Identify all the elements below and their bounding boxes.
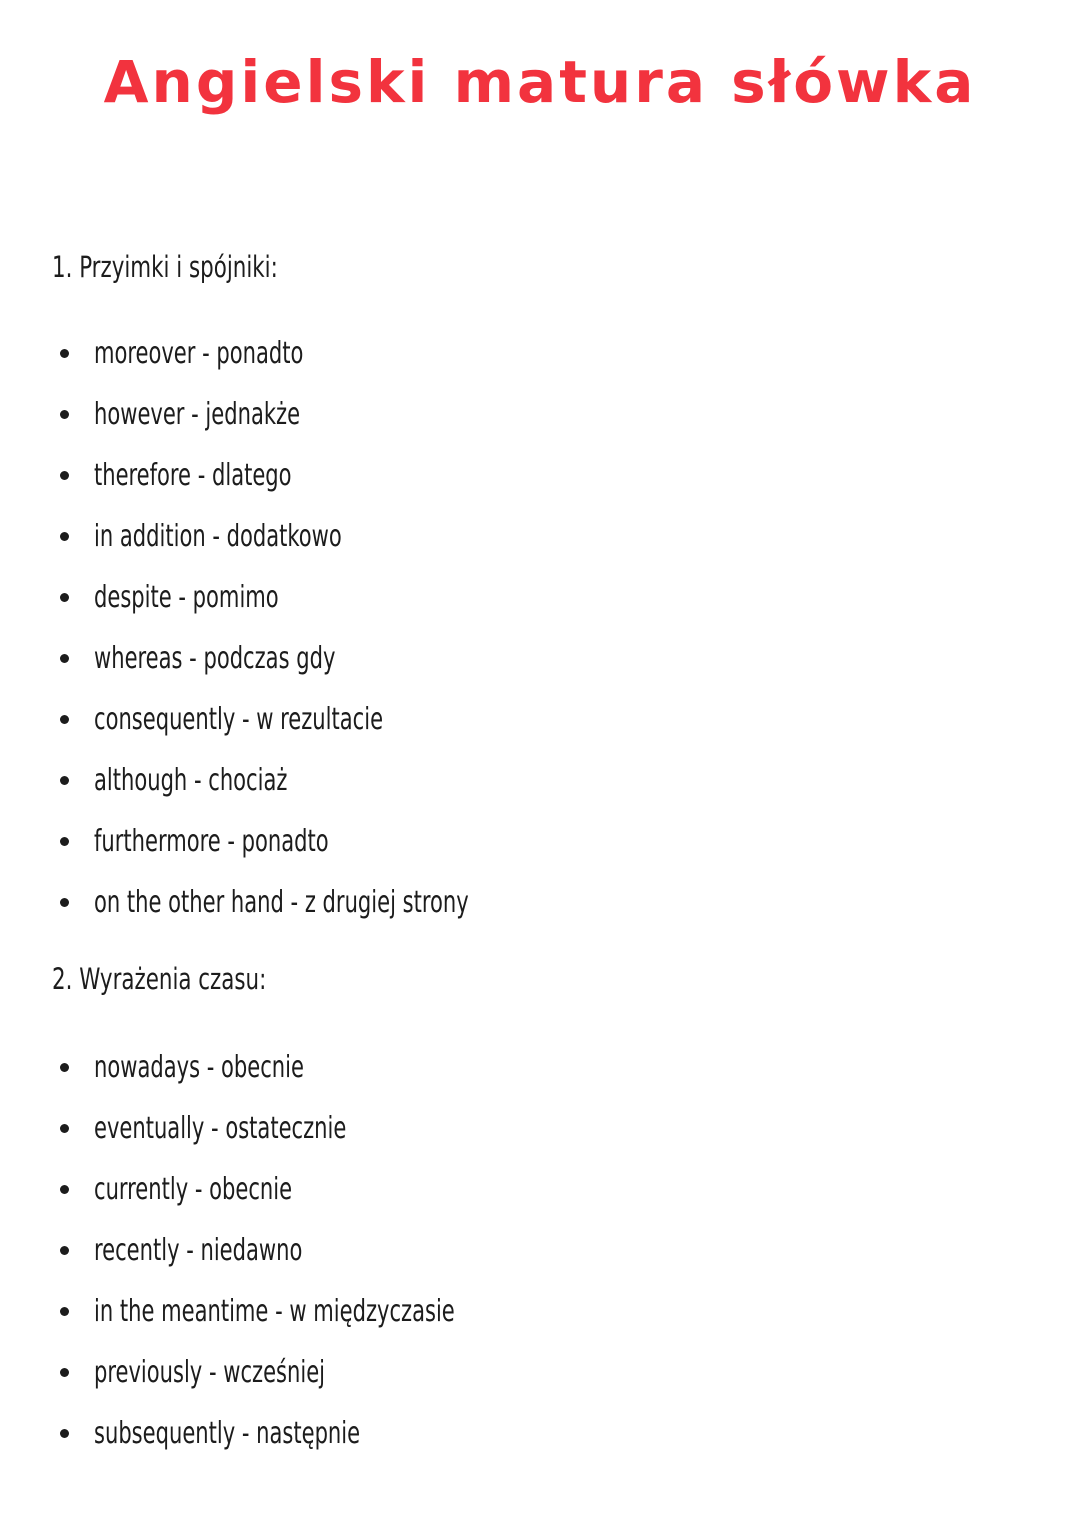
bullet-icon (60, 471, 69, 480)
vocabulary-list (60, 323, 574, 933)
list-item (60, 750, 574, 811)
list-item (60, 1281, 557, 1342)
list-item (60, 872, 574, 933)
list-item (60, 567, 574, 628)
vocab-entry: furthermore - ponadto (94, 824, 329, 859)
vocab-entry: consequently - w rezultacie (94, 702, 384, 737)
bullet-icon (60, 410, 69, 419)
bullet-icon (60, 1124, 69, 1133)
vocab-entry: however - jednakże (94, 397, 301, 432)
vocab-entry: in the meantime - w międzyczasie (94, 1294, 455, 1329)
vocab-entry: moreover - ponadto (94, 336, 304, 371)
vocab-entry: although - chociaż (94, 763, 288, 798)
vocab-entry: subsequently - następnie (94, 1416, 361, 1451)
bullet-icon (60, 1063, 69, 1072)
list-item (60, 1037, 557, 1098)
bullet-icon (60, 1368, 69, 1377)
list-item (60, 445, 574, 506)
list-item (60, 1159, 557, 1220)
bullet-icon (60, 1246, 69, 1255)
list-item (60, 1220, 557, 1281)
list-item (60, 1403, 557, 1464)
bullet-icon (60, 1429, 69, 1438)
vocab-entry: whereas - podczas gdy (94, 641, 336, 676)
vocab-entry: despite - pomimo (94, 580, 279, 615)
bullet-icon (60, 1307, 69, 1316)
vocabulary-list (60, 1037, 557, 1464)
vocab-entry: nowadays - obecnie (94, 1050, 304, 1085)
list-item (60, 1342, 557, 1403)
vocab-entry: previously - wcześniej (94, 1355, 326, 1390)
bullet-icon (60, 654, 69, 663)
list-item (60, 628, 574, 689)
bullet-icon (60, 715, 69, 724)
bullet-icon (60, 532, 69, 541)
bullet-icon (60, 837, 69, 846)
list-item (60, 384, 574, 445)
vocab-entry: therefore - dlatego (94, 458, 292, 493)
bullet-icon (60, 1185, 69, 1194)
page-title: Angielski matura słówka (103, 48, 977, 116)
bullet-icon (60, 776, 69, 785)
list-item (60, 506, 574, 567)
section-heading: 1. Przyimki i spójniki: (52, 250, 278, 284)
bullet-icon (60, 898, 69, 907)
bullet-icon (60, 593, 69, 602)
section-heading: 2. Wyrażenia czasu: (52, 962, 267, 996)
bullet-icon (60, 349, 69, 358)
vocab-entry: on the other hand - z drugiej strony (94, 885, 469, 920)
vocab-entry: currently - obecnie (94, 1172, 293, 1207)
list-item (60, 323, 574, 384)
list-item (60, 689, 574, 750)
vocab-entry: eventually - ostatecznie (94, 1111, 347, 1146)
vocab-entry: recently - niedawno (94, 1233, 303, 1268)
vocab-entry: in addition - dodatkowo (94, 519, 342, 554)
list-item (60, 811, 574, 872)
list-item (60, 1098, 557, 1159)
